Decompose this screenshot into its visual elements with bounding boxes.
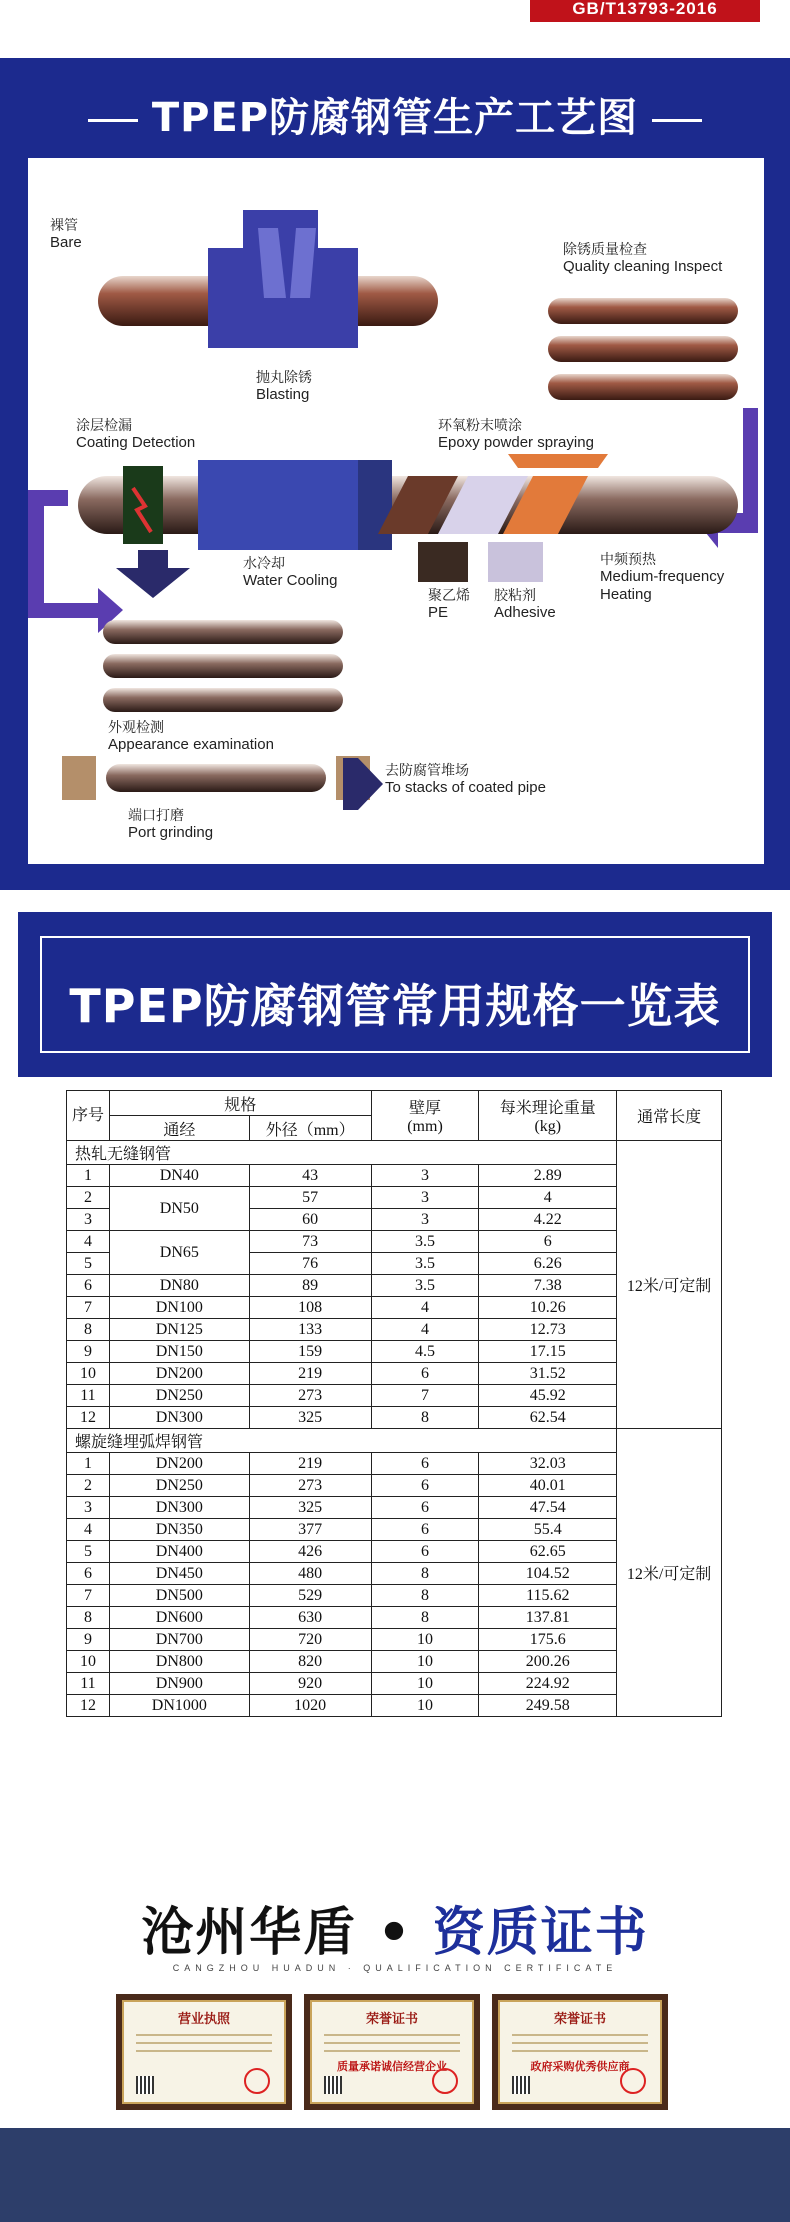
wall-cell: 10 xyxy=(371,1695,479,1717)
dn-cell: DN450 xyxy=(109,1563,249,1585)
process-section xyxy=(0,58,790,890)
wall-cell: 3 xyxy=(371,1165,479,1187)
header-od: 外径（mm） xyxy=(249,1116,371,1141)
to-stacks-arrow xyxy=(343,758,383,810)
dn-cell: DN800 xyxy=(109,1651,249,1673)
certificate-text-line xyxy=(512,2034,648,2036)
od-cell: 108 xyxy=(249,1297,371,1319)
weight-cell: 17.15 xyxy=(479,1341,617,1363)
dn-cell: DN40 xyxy=(109,1165,249,1187)
wall-cell: 3.5 xyxy=(371,1253,479,1275)
certificate-title: 营业执照 xyxy=(177,2012,230,2027)
od-cell: 76 xyxy=(249,1253,371,1275)
seq-cell: 1 xyxy=(67,1453,110,1475)
appearance-pipe xyxy=(103,620,343,644)
section-name: 热轧无缝钢管 xyxy=(67,1141,617,1165)
certificate-text-line xyxy=(136,2042,272,2044)
od-cell: 720 xyxy=(249,1629,371,1651)
title-dash-left xyxy=(88,119,138,122)
wall-cell: 6 xyxy=(371,1541,479,1563)
length-cell: 12米/可定制 xyxy=(617,1141,722,1429)
certificate-title: 荣誉证书 xyxy=(553,2012,606,2027)
dn-cell: DN200 xyxy=(109,1453,249,1475)
qualification-title: 沧州华盾 • 资质证书 xyxy=(141,1903,649,1963)
header-seq: 序号 xyxy=(67,1091,110,1141)
wall-cell: 3 xyxy=(371,1209,479,1231)
certificate-title: 荣誉证书 xyxy=(365,2012,418,2027)
process-title-text: TPEP防腐钢管生产工艺图 xyxy=(151,95,639,141)
header-weight: 每米理论重量 (kg) xyxy=(479,1091,617,1141)
certificate xyxy=(492,1994,668,2110)
header-wall: 壁厚 (mm) xyxy=(371,1091,479,1141)
weight-cell: 62.54 xyxy=(479,1407,617,1429)
od-cell: 920 xyxy=(249,1673,371,1695)
seq-cell: 1 xyxy=(67,1165,110,1187)
spec-table xyxy=(66,1090,722,1717)
certificate xyxy=(116,1994,292,2110)
dn-cell: DN200 xyxy=(109,1363,249,1385)
od-cell: 133 xyxy=(249,1319,371,1341)
qualification-subtitle: CANGZHOU HUADUN · QUALIFICATION CERTIFICATE xyxy=(172,1963,618,1973)
wall-cell: 6 xyxy=(371,1519,479,1541)
seq-cell: 3 xyxy=(67,1497,110,1519)
weight-cell: 6 xyxy=(479,1231,617,1253)
od-cell: 219 xyxy=(249,1363,371,1385)
water-cooling-box xyxy=(198,460,368,550)
weight-cell: 4.22 xyxy=(479,1209,617,1231)
dn-cell: DN350 xyxy=(109,1519,249,1541)
weight-cell: 4 xyxy=(479,1187,617,1209)
dn-cell: DN50 xyxy=(109,1187,249,1231)
certificate-text-line xyxy=(512,2042,648,2044)
certificate-text-line xyxy=(324,2050,460,2052)
od-cell: 529 xyxy=(249,1585,371,1607)
weight-cell: 62.65 xyxy=(479,1541,617,1563)
wall-cell: 3 xyxy=(371,1187,479,1209)
dn-cell: DN150 xyxy=(109,1341,249,1363)
weight-cell: 137.81 xyxy=(479,1607,617,1629)
seq-cell: 10 xyxy=(67,1363,110,1385)
seq-cell: 11 xyxy=(67,1385,110,1407)
seq-cell: 5 xyxy=(67,1541,110,1563)
wall-cell: 6 xyxy=(371,1497,479,1519)
weight-cell: 6.26 xyxy=(479,1253,617,1275)
seq-cell: 8 xyxy=(67,1607,110,1629)
od-cell: 820 xyxy=(249,1651,371,1673)
seq-cell: 3 xyxy=(67,1209,110,1231)
table-header-row xyxy=(67,1091,722,1116)
step-quality-inspect: 除锈质量检查 Quality cleaning Inspect xyxy=(563,241,723,275)
red-seal-icon xyxy=(244,2068,270,2094)
dn-cell: DN400 xyxy=(109,1541,249,1563)
wall-cell: 7 xyxy=(371,1385,479,1407)
header-spec: 规格 xyxy=(109,1091,371,1116)
od-cell: 377 xyxy=(249,1519,371,1541)
dn-cell: DN100 xyxy=(109,1297,249,1319)
od-cell: 480 xyxy=(249,1563,371,1585)
top-strip xyxy=(0,0,790,58)
weight-cell: 7.38 xyxy=(479,1275,617,1297)
dn-cell: DN300 xyxy=(109,1407,249,1429)
wall-cell: 4.5 xyxy=(371,1341,479,1363)
seq-cell: 12 xyxy=(67,1695,110,1717)
weight-cell: 104.52 xyxy=(479,1563,617,1585)
seq-cell: 4 xyxy=(67,1231,110,1253)
od-cell: 219 xyxy=(249,1453,371,1475)
wall-cell: 10 xyxy=(371,1673,479,1695)
od-cell: 325 xyxy=(249,1407,371,1429)
dn-cell: DN80 xyxy=(109,1275,249,1297)
table-section-row xyxy=(67,1141,722,1165)
red-seal-icon xyxy=(620,2068,646,2094)
weight-cell: 12.73 xyxy=(479,1319,617,1341)
dn-cell: DN250 xyxy=(109,1475,249,1497)
weight-cell: 2.89 xyxy=(479,1165,617,1187)
seq-cell: 4 xyxy=(67,1519,110,1541)
step-appearance: 外观检测 Appearance examination xyxy=(108,719,274,753)
step-pe: 聚乙烯 PE xyxy=(428,587,470,621)
header-length: 通常长度 xyxy=(617,1091,722,1141)
od-cell: 57 xyxy=(249,1187,371,1209)
section-name: 螺旋缝埋弧焊钢管 xyxy=(67,1429,617,1453)
dn-cell: DN1000 xyxy=(109,1695,249,1717)
wall-cell: 4 xyxy=(371,1319,479,1341)
spec-title-band xyxy=(18,912,772,1077)
od-cell: 273 xyxy=(249,1475,371,1497)
step-bare: 裸管 Bare xyxy=(50,217,82,251)
spec-title-frame xyxy=(40,936,750,1053)
step-port-grinding: 端口打磨 Port grinding xyxy=(128,807,214,841)
inspect-pipe xyxy=(548,298,738,324)
process-diagram xyxy=(28,158,764,864)
certificate-text-line xyxy=(136,2034,272,2036)
title-dash-right xyxy=(652,119,702,122)
weight-cell: 200.26 xyxy=(479,1651,617,1673)
od-cell: 426 xyxy=(249,1541,371,1563)
wall-cell: 6 xyxy=(371,1475,479,1497)
seq-cell: 2 xyxy=(67,1475,110,1497)
od-cell: 1020 xyxy=(249,1695,371,1717)
weight-cell: 45.92 xyxy=(479,1385,617,1407)
certificate-text-line xyxy=(512,2050,648,2052)
qr-code-icon xyxy=(512,2076,530,2094)
seq-cell: 12 xyxy=(67,1407,110,1429)
wall-cell: 4 xyxy=(371,1297,479,1319)
od-cell: 273 xyxy=(249,1385,371,1407)
wall-cell: 10 xyxy=(371,1629,479,1651)
wall-cell: 10 xyxy=(371,1651,479,1673)
od-cell: 630 xyxy=(249,1607,371,1629)
seq-cell: 7 xyxy=(67,1297,110,1319)
grinding-block-left xyxy=(62,756,96,800)
seq-cell: 6 xyxy=(67,1563,110,1585)
grinding-pipe xyxy=(106,764,326,792)
step-to-stacks: 去防腐管堆场 To stacks of coated pipe xyxy=(385,762,546,796)
seq-cell: 6 xyxy=(67,1275,110,1297)
seq-cell: 7 xyxy=(67,1585,110,1607)
dn-cell: DN125 xyxy=(109,1319,249,1341)
flow-arrow-down xyxy=(116,550,190,598)
seq-cell: 10 xyxy=(67,1651,110,1673)
weight-cell: 249.58 xyxy=(479,1695,617,1717)
step-mf-heating: 中频预热 Medium-frequency Heating xyxy=(600,551,725,603)
wall-cell: 3.5 xyxy=(371,1275,479,1297)
od-cell: 73 xyxy=(249,1231,371,1253)
dn-cell: DN500 xyxy=(109,1585,249,1607)
step-blasting: 抛丸除锈 Blasting xyxy=(256,369,312,403)
certificate-text-line xyxy=(324,2042,460,2044)
dn-cell: DN700 xyxy=(109,1629,249,1651)
wall-cell: 8 xyxy=(371,1607,479,1629)
seq-cell: 11 xyxy=(67,1673,110,1695)
od-cell: 89 xyxy=(249,1275,371,1297)
red-seal-icon xyxy=(432,2068,458,2094)
seq-cell: 8 xyxy=(67,1319,110,1341)
od-cell: 325 xyxy=(249,1497,371,1519)
dn-cell: DN65 xyxy=(109,1231,249,1275)
dn-cell: DN300 xyxy=(109,1497,249,1519)
wall-cell: 6 xyxy=(371,1363,479,1385)
dn-cell: DN600 xyxy=(109,1607,249,1629)
wall-cell: 8 xyxy=(371,1585,479,1607)
seq-cell: 5 xyxy=(67,1253,110,1275)
wall-cell: 8 xyxy=(371,1407,479,1429)
certificate-honor: 质量承诺诚信经营企业 xyxy=(337,2060,447,2073)
qr-code-icon xyxy=(136,2076,154,2094)
dn-cell: DN900 xyxy=(109,1673,249,1695)
seq-cell: 2 xyxy=(67,1187,110,1209)
weight-cell: 55.4 xyxy=(479,1519,617,1541)
step-coating-detection: 涂层检漏 Coating Detection xyxy=(76,417,196,451)
od-cell: 43 xyxy=(249,1165,371,1187)
od-cell: 60 xyxy=(249,1209,371,1231)
weight-cell: 47.54 xyxy=(479,1497,617,1519)
weight-cell: 32.03 xyxy=(479,1453,617,1475)
standard-badge: GB/T13793-2016 xyxy=(530,0,760,22)
qr-code-icon xyxy=(324,2076,342,2094)
weight-cell: 31.52 xyxy=(479,1363,617,1385)
weight-cell: 115.62 xyxy=(479,1585,617,1607)
certificate xyxy=(304,1994,480,2110)
weight-cell: 10.26 xyxy=(479,1297,617,1319)
spec-title: TPEP防腐钢管常用规格一览表 xyxy=(69,979,721,1033)
certificate-text-line xyxy=(324,2034,460,2036)
weight-cell: 224.92 xyxy=(479,1673,617,1695)
wall-cell: 8 xyxy=(371,1563,479,1585)
certificate-honor: 政府采购优秀供应商 xyxy=(530,2060,630,2073)
wall-cell: 6 xyxy=(371,1453,479,1475)
header-dn: 通经 xyxy=(109,1116,249,1141)
length-cell: 12米/可定制 xyxy=(617,1429,722,1717)
weight-cell: 175.6 xyxy=(479,1629,617,1651)
step-adhesive: 胶粘剂 Adhesive xyxy=(494,587,556,621)
od-cell: 159 xyxy=(249,1341,371,1363)
seq-cell: 9 xyxy=(67,1629,110,1651)
step-epoxy: 环氧粉末喷涂 Epoxy powder spraying xyxy=(438,417,594,451)
dn-cell: DN250 xyxy=(109,1385,249,1407)
weight-cell: 40.01 xyxy=(479,1475,617,1497)
seq-cell: 9 xyxy=(67,1341,110,1363)
bottom-band xyxy=(0,2128,790,2222)
table-section-row xyxy=(67,1429,722,1453)
wall-cell: 3.5 xyxy=(371,1231,479,1253)
certificate-text-line xyxy=(136,2050,272,2052)
process-title xyxy=(0,86,790,143)
step-water-cooling: 水冷却 Water Cooling xyxy=(243,555,338,589)
